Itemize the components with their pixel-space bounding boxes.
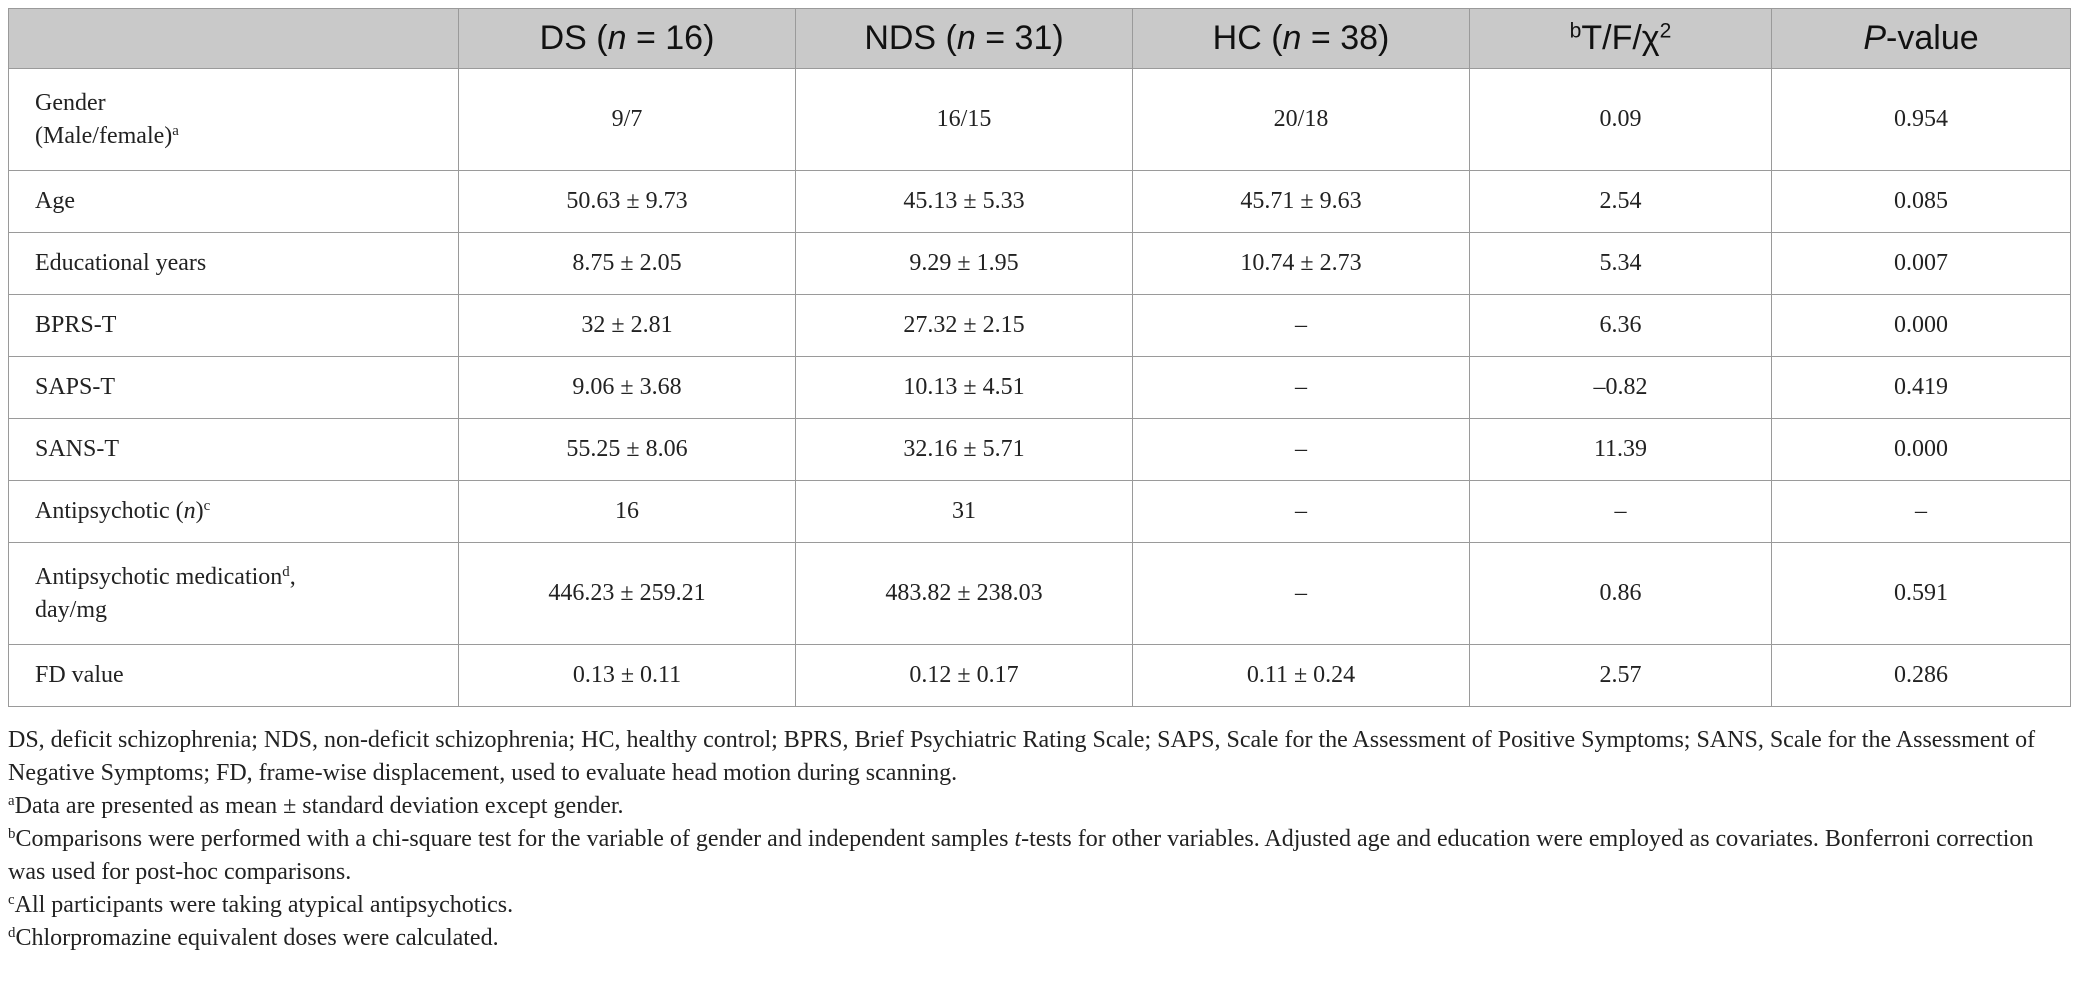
cell-p-value: 0.085 xyxy=(1772,171,2071,233)
row-label: Age xyxy=(9,171,459,233)
row-label: BPRS-T xyxy=(9,295,459,357)
cell-nds: 0.12 ± 0.17 xyxy=(796,645,1133,707)
table-row-age xyxy=(9,171,2071,233)
cell-p-value: 0.000 xyxy=(1772,295,2071,357)
cell-p-value: 0.954 xyxy=(1772,69,2071,171)
cell-statistic: –0.82 xyxy=(1470,357,1772,419)
cell-statistic: 0.86 xyxy=(1470,543,1772,645)
table-row-education xyxy=(9,233,2071,295)
cell-hc: – xyxy=(1133,357,1470,419)
cell-hc: 0.11 ± 0.24 xyxy=(1133,645,1470,707)
cell-nds: 45.13 ± 5.33 xyxy=(796,171,1133,233)
table-footnotes xyxy=(8,724,2074,955)
footnote-d: $^d$Chlorpromazine equivalent doses were calculated. xyxy=(8,924,499,951)
cell-ds: 9/7 xyxy=(459,69,796,171)
cell-ds: 9.06 ± 3.68 xyxy=(459,357,796,419)
cell-nds: 31 xyxy=(796,481,1133,543)
header-ds: DS (n = 16) xyxy=(459,9,796,69)
cell-statistic: 0.09 xyxy=(1470,69,1772,171)
cell-ds: 8.75 ± 2.05 xyxy=(459,233,796,295)
cell-p-value: 0.000 xyxy=(1772,419,2071,481)
cell-p-value: 0.286 xyxy=(1772,645,2071,707)
cell-hc: 20/18 xyxy=(1133,69,1470,171)
row-label: SANS-T xyxy=(9,419,459,481)
footnote-a: $^a$Data are presented as mean ± standard deviation except gender. xyxy=(8,792,624,819)
cell-p-value: 0.591 xyxy=(1772,543,2071,645)
footnote-abbreviations: DS, deficit schizophrenia; NDS, non-deficit schizophrenia; HC, healthy control; BPRS, Brief Psychiatric Rating Scale; SAPS, Scale for the Assessment of Positive Symptoms; SANS, Scale for the Assessment of Negative Symptoms; FD, frame-wise displacement, used to evaluate head motion during scanning. xyxy=(8,727,2036,786)
cell-nds: 16/15 xyxy=(796,69,1133,171)
cell-p-value: 0.007 xyxy=(1772,233,2071,295)
header-row xyxy=(9,9,2071,69)
cell-p-value: 0.419 xyxy=(1772,357,2071,419)
cell-statistic: 11.39 xyxy=(1470,419,1772,481)
table-row-antipsychotic xyxy=(9,481,2071,543)
cell-hc: 45.71 ± 9.63 xyxy=(1133,171,1470,233)
cell-ds: 0.13 ± 0.11 xyxy=(459,645,796,707)
cell-nds: 32.16 ± 5.71 xyxy=(796,419,1133,481)
cell-nds: 10.13 ± 4.51 xyxy=(796,357,1133,419)
header-hc: HC (n = 38) xyxy=(1133,9,1470,69)
cell-statistic: 2.57 xyxy=(1470,645,1772,707)
cell-ds: 32 ± 2.81 xyxy=(459,295,796,357)
row-label: FD value xyxy=(9,645,459,707)
table-row-gender xyxy=(9,69,2071,171)
row-label: Antipsychotic medication$^d$, day/mg xyxy=(9,543,459,645)
cell-hc: 10.74 ± 2.73 xyxy=(1133,233,1470,295)
header-statistic: $^bT/F/\chi^2$ xyxy=(1470,9,1772,69)
cell-statistic: 2.54 xyxy=(1470,171,1772,233)
header-p-value: P-value xyxy=(1772,9,2071,69)
table-row-saps xyxy=(9,357,2071,419)
cell-statistic: 6.36 xyxy=(1470,295,1772,357)
row-label: Antipsychotic $(n)^c$ xyxy=(9,481,459,543)
row-label: Educational years xyxy=(9,233,459,295)
demographics-table-container xyxy=(8,8,2070,707)
table-row-bprs xyxy=(9,295,2071,357)
cell-nds: 9.29 ± 1.95 xyxy=(796,233,1133,295)
footnote-b: $^b$Comparisons were performed with a chi-square test for the variable of gender and independent samples t-tests for other variables. Adjusted age and education were employed as covariates. Bonferroni correction was used for post-hoc comparisons. xyxy=(8,825,2034,885)
cell-ds: 446.23 ± 259.21 xyxy=(459,543,796,645)
cell-hc: – xyxy=(1133,481,1470,543)
header-nds: NDS (n = 31) xyxy=(796,9,1133,69)
cell-ds: 50.63 ± 9.73 xyxy=(459,171,796,233)
cell-hc: – xyxy=(1133,543,1470,645)
demographics-table xyxy=(8,8,2071,707)
table-row-sans xyxy=(9,419,2071,481)
cell-statistic: – xyxy=(1470,481,1772,543)
row-label: Gender (Male/female)$^a$ xyxy=(9,69,459,171)
cell-ds: 16 xyxy=(459,481,796,543)
cell-nds: 27.32 ± 2.15 xyxy=(796,295,1133,357)
header-variable xyxy=(9,9,459,69)
cell-hc: – xyxy=(1133,419,1470,481)
cell-p-value: – xyxy=(1772,481,2071,543)
cell-nds: 483.82 ± 238.03 xyxy=(796,543,1133,645)
table-row-fd-value xyxy=(9,645,2071,707)
cell-ds: 55.25 ± 8.06 xyxy=(459,419,796,481)
row-label: SAPS-T xyxy=(9,357,459,419)
cell-statistic: 5.34 xyxy=(1470,233,1772,295)
cell-hc: – xyxy=(1133,295,1470,357)
table-row-medication xyxy=(9,543,2071,645)
footnote-c: $^c$All participants were taking atypical antipsychotics. xyxy=(8,891,514,918)
